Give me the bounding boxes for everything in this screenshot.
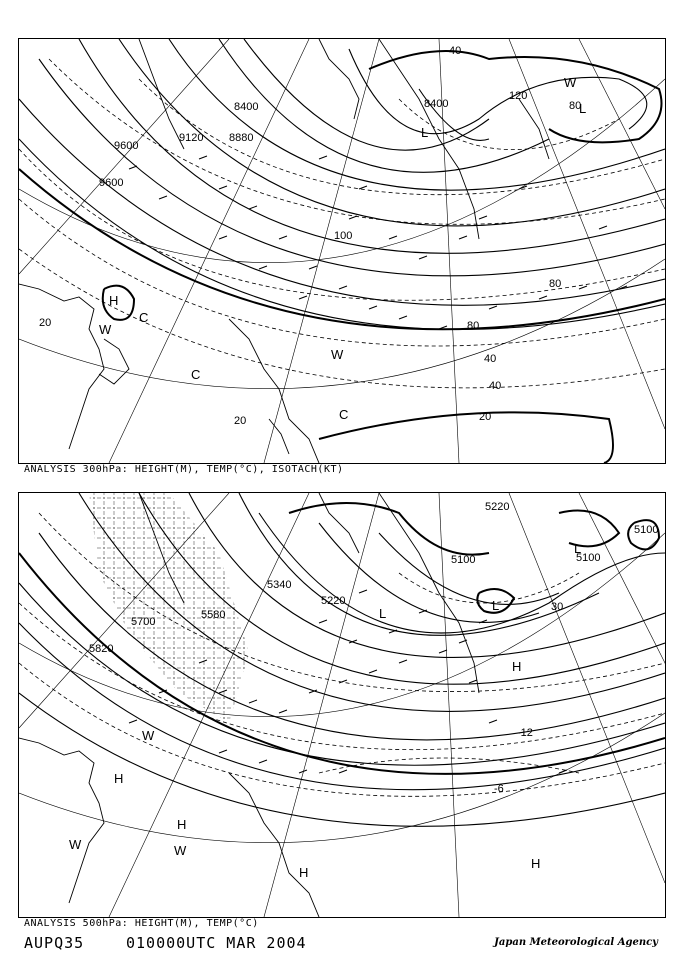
warm-symbol: W [69, 837, 82, 852]
isotach-label: 40 [484, 353, 497, 365]
panel-caption-300hpa: ANALYSIS 300hPa: HEIGHT(M), TEMP(°C), ISOTACH(KT) [24, 464, 344, 475]
height-label: 5580 [201, 609, 226, 621]
height-label: 8400 [234, 101, 259, 113]
height-label: 5100 [451, 554, 476, 566]
high-center-symbol: H [512, 659, 522, 674]
pressure-centers [99, 75, 586, 422]
low-center-symbol: L [574, 541, 582, 556]
isotach-label: 20 [479, 411, 492, 423]
high-center-symbol: H [299, 865, 309, 880]
isotach-label: 20 [234, 415, 247, 427]
warm-symbol: W [142, 728, 155, 743]
high-center-symbol: H [109, 293, 119, 308]
isotachs [19, 51, 665, 463]
map-500hpa-svg [19, 493, 665, 917]
temp-labels [494, 601, 563, 795]
height-label: 5220 [485, 501, 510, 513]
isotach-label: 100 [334, 230, 353, 242]
height-label: 5220 [321, 595, 346, 607]
panel-caption-500hpa: ANALYSIS 500hPa: HEIGHT(M), TEMP(°C) [24, 918, 259, 929]
high-center-symbol: H [114, 771, 124, 786]
height-label: 5100 [576, 552, 601, 564]
height-label: 9600 [99, 177, 124, 189]
height-label: 9600 [114, 140, 139, 152]
cold-symbol: C [339, 407, 349, 422]
height-label: 5100 [634, 524, 659, 536]
isotach-label: 40 [489, 380, 502, 392]
chart-id: AUPQ35 [24, 934, 85, 952]
low-center-symbol: L [421, 125, 429, 140]
isotach-label: 80 [569, 100, 582, 112]
height-label: 9120 [179, 132, 204, 144]
isotach-label: 120 [509, 90, 528, 102]
temp-label: -6 [494, 783, 504, 795]
height-label: 5820 [89, 643, 114, 655]
isotach-label: 40 [449, 45, 462, 57]
cold-symbol: C [191, 367, 201, 382]
coastline [19, 39, 549, 463]
high-center-symbol: H [177, 817, 187, 832]
cold-symbol: C [139, 310, 149, 325]
warm-symbol: W [331, 347, 344, 362]
temp-label: 30 [551, 601, 564, 613]
warm-symbol: W [174, 843, 187, 858]
map-panel-300hpa [18, 38, 666, 464]
isotach-labels [39, 45, 581, 427]
isotach-label: 80 [467, 320, 480, 332]
height-label: 8400 [424, 98, 449, 110]
temp-label: -12 [517, 727, 533, 739]
low-center-symbol: L [492, 598, 500, 613]
height-label: 5700 [131, 616, 156, 628]
height-label: 5340 [267, 579, 292, 591]
map-300hpa-svg [19, 39, 665, 463]
coastline [19, 493, 479, 917]
agency-credit: Japan Meteorological Agency [494, 937, 658, 948]
warm-symbol: W [564, 75, 577, 90]
warm-symbol: W [99, 322, 112, 337]
low-center-symbol: L [579, 101, 587, 116]
isotach-label: 80 [549, 278, 562, 290]
height-label: 8880 [229, 132, 254, 144]
high-center-symbol: H [531, 856, 541, 871]
valid-time: 010000UTC MAR 2004 [126, 934, 307, 952]
isotach-label: 20 [39, 317, 52, 329]
low-center-symbol: L [379, 606, 387, 621]
map-panel-500hpa [18, 492, 666, 918]
